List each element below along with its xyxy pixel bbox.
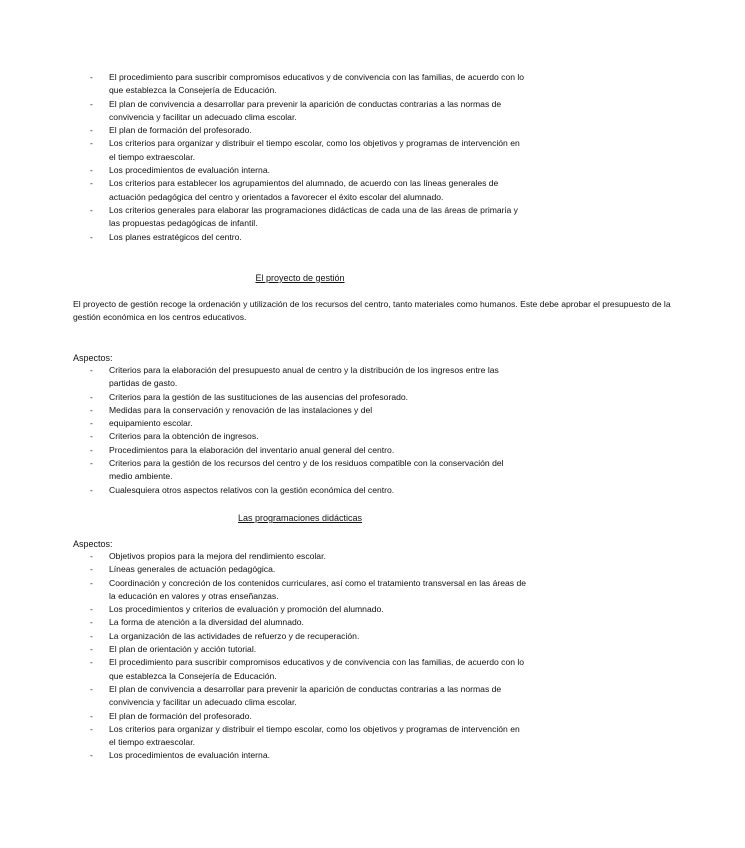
list-item: - Coordinación y concreción de los contenidos curriculares, así como el tratamiento transversal en las áreas de la educación en valores y otras enseñanzas. (0, 577, 600, 604)
proyecto-gestion-paragraph: El proyecto de gestión recoge la ordenación y utilización de los recursos del centro, tanto materiales como humanos. Este debe aprobar el presupuesto de la gestión económica en los centros educativos. (73, 299, 671, 323)
list-item: - El plan de formación del profesorado. (0, 124, 600, 137)
list-item: - El plan de convivencia a desarrollar para prevenir la aparición de conductas contrarias a las normas de convivencia y facilitar un adecuado clima escolar. (0, 98, 600, 125)
list-item: - El procedimiento para suscribir compromisos educativos y de convivencia con las familias, de acuerdo con lo que establezca la Consejería de Educación. (0, 71, 600, 98)
section-heading-proyecto-gestion: El proyecto de gestión (255, 273, 345, 283)
list-item: - Los procedimientos y criterios de evaluación y promoción del alumnado. (0, 603, 600, 616)
list-item: - La forma de atención a la diversidad del alumnado. (0, 616, 600, 629)
list-item: - El plan de formación del profesorado. (0, 710, 600, 723)
section-heading-programaciones-didacticas: Las programaciones didácticas (237, 513, 363, 523)
aspects-label: Aspectos: (73, 539, 113, 549)
list-item: - Los procedimientos de evaluación interna. (0, 749, 600, 762)
list-item: - Los criterios para organizar y distribuir el tiempo escolar, como los objetivos y programas de intervención en el tiempo extraescolar. (0, 137, 600, 164)
proyecto-educativo-list (0, 71, 600, 244)
proyecto-gestion-aspects-list (0, 364, 600, 497)
list-item: - Medidas para la conservación y renovación de las instalaciones y del (0, 404, 600, 417)
list-item: - Los criterios para organizar y distribuir el tiempo escolar, como los objetivos y programas de intervención en el tiempo extraescolar. (0, 723, 600, 750)
list-item: - Los procedimientos de evaluación interna. (0, 164, 600, 177)
list-item: - Procedimientos para la elaboración del inventario anual general del centro. (0, 444, 600, 457)
list-item: - Los planes estratégicos del centro. (0, 231, 600, 244)
list-item: - La organización de las actividades de refuerzo y de recuperación. (0, 630, 600, 643)
list-item: - Criterios para la elaboración del presupuesto anual de centro y la distribución de los ingresos entre las partidas de gasto. (0, 364, 600, 391)
list-item: - Los criterios para establecer los agrupamientos del alumnado, de acuerdo con las líneas generales de actuación pedagógica del centro y orientados a favorecer el éxito escolar del alumnado. (0, 177, 600, 204)
list-item: - equipamiento escolar. (0, 417, 600, 430)
list-item: - El procedimiento para suscribir compromisos educativos y de convivencia con las familias, de acuerdo con lo que establezca la Consejería de Educación. (0, 656, 600, 683)
list-item: - Criterios para la obtención de ingresos. (0, 430, 600, 443)
list-item: - Líneas generales de actuación pedagógica. (0, 563, 600, 576)
programaciones-aspects-list (0, 550, 600, 763)
list-item: - Los criterios generales para elaborar las programaciones didácticas de cada una de las áreas de primaria y las propuestas pedagógicas de infantil. (0, 204, 600, 231)
aspects-label: Aspectos: (73, 353, 113, 363)
list-item: - Criterios para la gestión de los recursos del centro y de los residuos compatible con la conservación del medio ambiente. (0, 457, 600, 484)
list-item: - Criterios para la gestión de las sustituciones de las ausencias del profesorado. (0, 391, 600, 404)
list-item: - Cualesquiera otros aspectos relativos con la gestión económica del centro. (0, 484, 600, 497)
list-item: - El plan de convivencia a desarrollar para prevenir la aparición de conductas contrarias a las normas de convivencia y facilitar un adecuado clima escolar. (0, 683, 600, 710)
list-item: - Objetivos propios para la mejora del rendimiento escolar. (0, 550, 600, 563)
list-item: - El plan de orientación y acción tutorial. (0, 643, 600, 656)
